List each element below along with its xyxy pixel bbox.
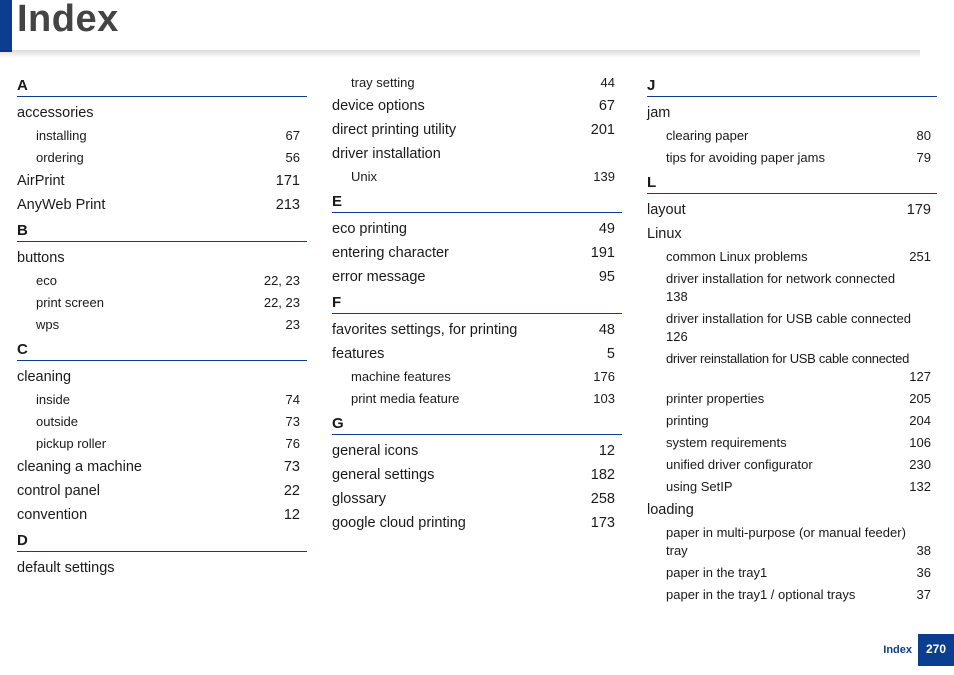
index-entry [647,198,937,222]
index-entry [332,487,622,511]
index-column-3 [647,72,937,606]
entry-term: loading [647,502,694,518]
entry-term: common Linux problems [666,249,808,264]
entry-term: paper in the tray1 [666,565,768,580]
entry-term: features [332,346,385,362]
entry-term: printer properties [666,391,765,406]
page-link[interactable]: 22 [283,483,300,499]
page-link[interactable]: 103 [593,391,615,406]
entry-term: installing [36,128,87,143]
index-entry [647,498,937,522]
index-subentry [647,522,937,562]
page-link[interactable]: 22, 23 [263,273,300,288]
entry-term: driver installation for network connected [666,271,896,286]
entry-term: cleaning [17,369,72,385]
index-subentry [647,410,937,432]
index-subentry [647,348,937,388]
page-link[interactable]: 76 [285,436,300,451]
index-entry [647,101,937,125]
section-letter-a: A [17,72,307,97]
entry-term: favorites settings, for printing [332,322,518,338]
entry-term: control panel [17,483,101,499]
page-link[interactable]: 5 [606,346,615,362]
entry-term: paper in multi-purpose (or manual feeder) [666,525,906,540]
entry-term: print media feature [351,391,460,406]
header-divider [0,50,920,58]
index-entry [332,511,622,535]
index-subentry [17,270,307,292]
section-letter-c: C [17,336,307,361]
entry-term: system requirements [666,435,787,450]
page-link[interactable]: 204 [909,413,931,428]
page-link[interactable]: 251 [909,249,931,264]
page-link[interactable]: 126 [666,329,688,344]
entry-term: wps [36,317,60,332]
page-link[interactable]: 258 [590,491,615,507]
index-entry [332,118,622,142]
page-link[interactable]: 12 [283,507,300,523]
entry-term: tray setting [351,75,415,90]
index-entry [332,241,622,265]
entry-term: printing [666,413,709,428]
entry-term: AnyWeb Print [17,197,106,213]
entry-term: paper in the tray1 / optional trays [666,587,856,602]
entry-term: print screen [36,295,104,310]
index-subentry [647,454,937,476]
index-entry [17,193,307,217]
section-letter-f: F [332,289,622,314]
page-title: Index [17,0,119,40]
index-column-1 [17,72,307,580]
entry-term: inside [36,392,70,407]
index-entry [332,342,622,366]
entry-term: entering character [332,245,449,261]
index-subentry [647,268,937,308]
index-subentry [647,584,937,606]
entry-term: jam [647,105,671,121]
index-subentry [647,388,937,410]
index-entry [17,169,307,193]
entry-term: layout [647,202,686,218]
index-entry [17,365,307,389]
page-link[interactable]: 106 [909,435,931,450]
entry-term: eco [36,273,57,288]
page-link[interactable]: 127 [909,369,931,384]
index-entry [17,246,307,270]
entry-term: using SetIP [666,479,733,494]
entry-term: driver installation for USB cable connected [666,311,911,326]
page-link[interactable]: 73 [283,459,300,475]
page-link[interactable]: 22, 23 [263,295,300,310]
entry-term: driver installation [332,146,441,162]
entry-term: unified driver configurator [666,457,813,472]
index-column-2 [332,72,622,535]
entry-term: google cloud printing [332,515,466,531]
index-entry [332,463,622,487]
index-entry [332,265,622,289]
index-entry [17,455,307,479]
index-entry [332,318,622,342]
page-link[interactable]: 173 [590,515,615,531]
section-letter-b: B [17,217,307,242]
page-link[interactable]: 201 [590,122,615,138]
footer-label: Index [883,644,912,656]
index-subentry [332,388,622,410]
section-letter-e: E [332,188,622,213]
page-link[interactable]: 38 [916,543,931,558]
entry-term: driver reinstallation for USB cable connected [666,351,910,366]
page-link[interactable]: 49 [598,221,615,237]
page-link[interactable]: 36 [916,565,931,580]
entry-term: ordering [36,150,84,165]
page-link[interactable]: 74 [285,392,300,407]
index-entry [332,142,622,166]
page-link[interactable]: 67 [598,98,615,114]
section-letter-d: D [17,527,307,552]
page-link[interactable]: 182 [590,467,615,483]
page-link[interactable]: 213 [275,197,300,213]
index-subentry [647,246,937,268]
index-entry [332,94,622,118]
index-subentry [647,432,937,454]
entry-term: clearing paper [666,128,749,143]
index-subentry [17,147,307,169]
entry-term: default settings [17,560,115,576]
index-entry [17,101,307,125]
page-link[interactable]: 191 [590,245,615,261]
index-subentry [647,476,937,498]
page-link[interactable]: 73 [285,414,300,429]
entry-term: convention [17,507,88,523]
entry-term: outside [36,414,78,429]
index-subentry [647,125,937,147]
entry-term: device options [332,98,425,114]
index-subentry [647,147,937,169]
entry-term: cleaning a machine [17,459,142,475]
index-entry [332,217,622,241]
page-link[interactable]: 23 [285,317,300,332]
index-subentry [17,389,307,411]
section-letter-g: G [332,410,622,435]
entry-continuation [666,542,937,560]
page-link[interactable]: 37 [916,587,931,602]
entry-term: general settings [332,467,435,483]
index-subentry [332,166,622,188]
section-letter-l: L [647,169,937,194]
entry-term: pickup roller [36,436,107,451]
page-link[interactable]: 67 [285,128,300,143]
page-link[interactable]: 44 [600,75,615,90]
page-link[interactable]: 79 [916,150,931,165]
index-entry [332,439,622,463]
page-link[interactable]: 205 [909,391,931,406]
entry-term: tips for avoiding paper jams [666,150,825,165]
page-link[interactable]: 171 [275,173,300,189]
index-entry [17,479,307,503]
index-subentry [17,411,307,433]
index-subentry [332,366,622,388]
index-subentry [647,562,937,584]
entry-term: machine features [351,369,451,384]
index-entry [647,222,937,246]
index-entry [17,556,307,580]
section-letter-j: J [647,72,937,97]
entry-term: direct printing utility [332,122,457,138]
page-link[interactable]: 132 [909,479,931,494]
index-subentry [17,292,307,314]
page-link[interactable]: 176 [593,369,615,384]
page-link[interactable]: 48 [598,322,615,338]
index-subentry [647,308,937,348]
page-link[interactable]: 12 [598,443,615,459]
page-link[interactable]: 80 [916,128,931,143]
entry-term: buttons [17,250,65,266]
page-number: 270 [918,634,954,666]
entry-term: general icons [332,443,419,459]
header-accent-bar [0,0,12,52]
page-link[interactable]: 56 [285,150,300,165]
entry-term: accessories [17,105,94,121]
page-link[interactable]: 138 [666,289,688,304]
entry-term: Linux [647,226,682,242]
index-subentry [17,433,307,455]
page-link[interactable]: 95 [598,269,615,285]
index-entry [17,503,307,527]
index-subentry [17,314,307,336]
entry-term: eco printing [332,221,407,237]
entry-term-continued: tray [666,543,688,558]
entry-term: Unix [351,169,378,184]
page-link[interactable]: 139 [593,169,615,184]
index-subentry [332,72,622,94]
page-link[interactable]: 179 [906,202,931,218]
entry-term: glossary [332,491,386,507]
index-subentry [17,125,307,147]
entry-term: AirPrint [17,173,65,189]
page-link[interactable]: 230 [909,457,931,472]
entry-term: error message [332,269,426,285]
